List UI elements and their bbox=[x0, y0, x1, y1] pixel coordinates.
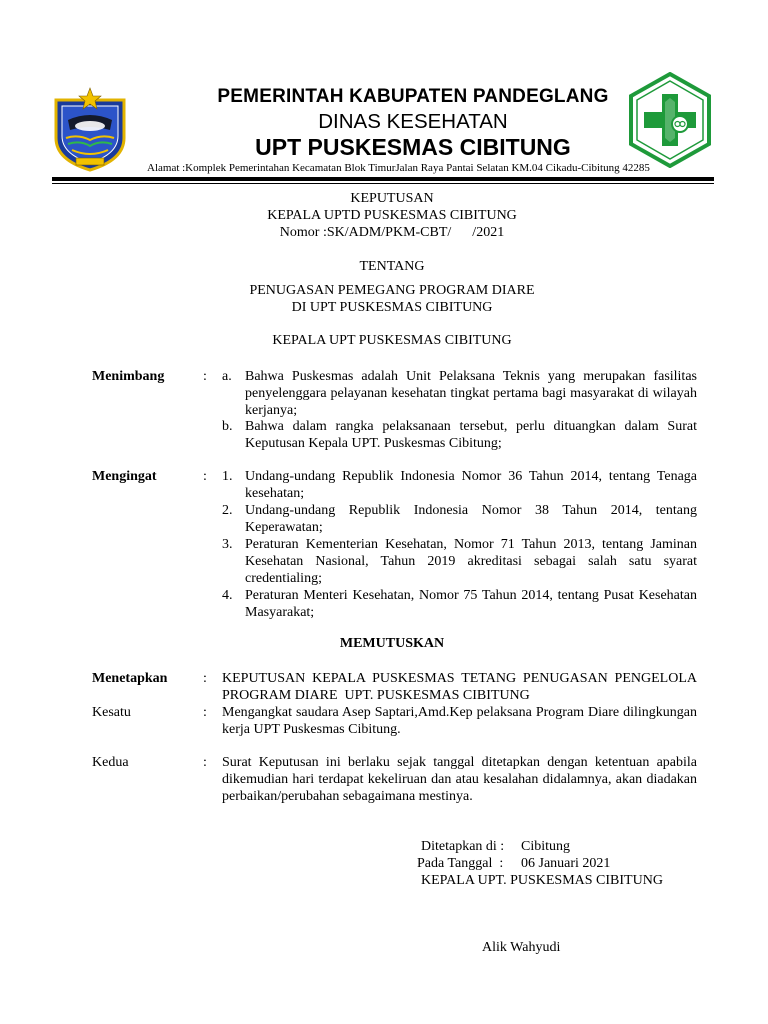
menimbang-marker-b: b. bbox=[222, 419, 233, 434]
signature-date: 06 Januari 2021 bbox=[521, 856, 611, 871]
letterhead-divider bbox=[52, 177, 714, 181]
letterhead-divider-thin bbox=[52, 183, 714, 184]
mengingat-label: Mengingat bbox=[92, 469, 157, 484]
letterhead-government: PEMERINTAH KABUPATEN PANDEGLANG bbox=[217, 86, 609, 107]
decree-subject-line1: PENUGASAN PEMEGANG PROGRAM DIARE bbox=[249, 283, 535, 298]
kesatu-colon: : bbox=[203, 705, 207, 720]
mengingat-marker-1: 1. bbox=[222, 469, 233, 484]
decree-head: KEPALA UPT PUSKESMAS CIBITUNG bbox=[272, 333, 512, 348]
menimbang-label: Menimbang bbox=[92, 369, 165, 384]
mengingat-item-2: Undang-undang Republik Indonesia Nomor 38 Tahun 2014, tentang Keperawatan; bbox=[245, 503, 697, 535]
letterhead-address: Alamat :Komplek Pemerintahan Kecamatan Blok TimurJalan Raya Pantai Selatan KM.04 Cikadu-Cibitung 42285 bbox=[147, 162, 650, 174]
kedua-label: Kedua bbox=[92, 755, 129, 770]
signature-name: Alik Wahyudi bbox=[482, 940, 561, 955]
letterhead-department: DINAS KESEHATAN bbox=[318, 110, 508, 133]
menimbang-colon: : bbox=[203, 369, 207, 384]
menetapkan-label: Menetapkan bbox=[92, 671, 168, 686]
mengingat-marker-3: 3. bbox=[222, 537, 233, 552]
mengingat-marker-4: 4. bbox=[222, 588, 233, 603]
decree-subject-line2: DI UPT PUSKESMAS CIBITUNG bbox=[291, 300, 493, 315]
kesatu-label: Kesatu bbox=[92, 705, 131, 720]
decree-issuer: KEPALA UPTD PUSKESMAS CIBITUNG bbox=[267, 208, 517, 223]
puskesmas-logo-icon bbox=[628, 72, 712, 168]
letterhead-institution: UPT PUSKESMAS CIBITUNG bbox=[255, 134, 571, 160]
signature-place-label: Ditetapkan di : bbox=[421, 839, 505, 854]
menimbang-item-a: Bahwa Puskesmas adalah Unit Pelaksana Teknis yang merupakan fasilitas penyelenggara pelayanan kesehatan tingkat pertama bagi masyarakat di wilayah kerjanya; bbox=[245, 369, 697, 418]
signature-position: KEPALA UPT. PUSKESMAS CIBITUNG bbox=[421, 873, 663, 888]
menetapkan-text: KEPUTUSAN KEPALA PUSKESMAS TETANG PENUGASAN PENGELOLA PROGRAM DIARE UPT. PUSKESMAS CIBITUNG bbox=[222, 671, 701, 703]
mengingat-item-4: Peraturan Menteri Kesehatan, Nomor 75 Tahun 2014, tentang Pusat Kesehatan Masyarakat; bbox=[245, 588, 697, 620]
mengingat-item-3: Peraturan Kementerian Kesehatan, Nomor 71 Tahun 2013, tentang Jaminan Kesehatan Nasional, Tahun 2019 akreditasi sebagai salah satu syarat credentialing; bbox=[245, 537, 697, 586]
decree-about: TENTANG bbox=[359, 259, 425, 274]
menimbang-marker-a: a. bbox=[222, 369, 232, 384]
signature-place: Cibitung bbox=[521, 839, 571, 854]
kedua-colon: : bbox=[203, 755, 207, 770]
signature-date-label: Pada Tanggal : bbox=[417, 856, 504, 871]
regency-emblem-icon bbox=[52, 86, 128, 172]
mengingat-marker-2: 2. bbox=[222, 503, 233, 518]
mengingat-colon: : bbox=[203, 469, 207, 484]
decree-type: KEPUTUSAN bbox=[350, 191, 434, 206]
decides-heading: MEMUTUSKAN bbox=[339, 636, 445, 651]
kesatu-text: Mengangkat saudara Asep Saptari,Amd.Kep pelaksana Program Diare dilingkungan kerja UPT Puskesmas Cibitung. bbox=[222, 705, 697, 737]
decree-number: Nomor :SK/ADM/PKM-CBT/ /2021 bbox=[279, 225, 505, 240]
menimbang-item-b: Bahwa dalam rangka pelaksanaan tersebut, perlu dituangkan dalam Surat Keputusan Kepala UPT. Puskesmas Cibitung; bbox=[245, 419, 697, 451]
menetapkan-colon: : bbox=[203, 671, 207, 686]
kedua-text: Surat Keputusan ini berlaku sejak tanggal ditetapkan dengan ketentuan apabila dikemudian hari terdapat kekeliruan dan atau kesalahan didalamnya, akan diadakan perbaikan/perubahan sebagaimana mestinya. bbox=[222, 755, 697, 804]
mengingat-item-1: Undang-undang Republik Indonesia Nomor 36 Tahun 2014, tentang Tenaga kesehatan; bbox=[245, 469, 697, 501]
